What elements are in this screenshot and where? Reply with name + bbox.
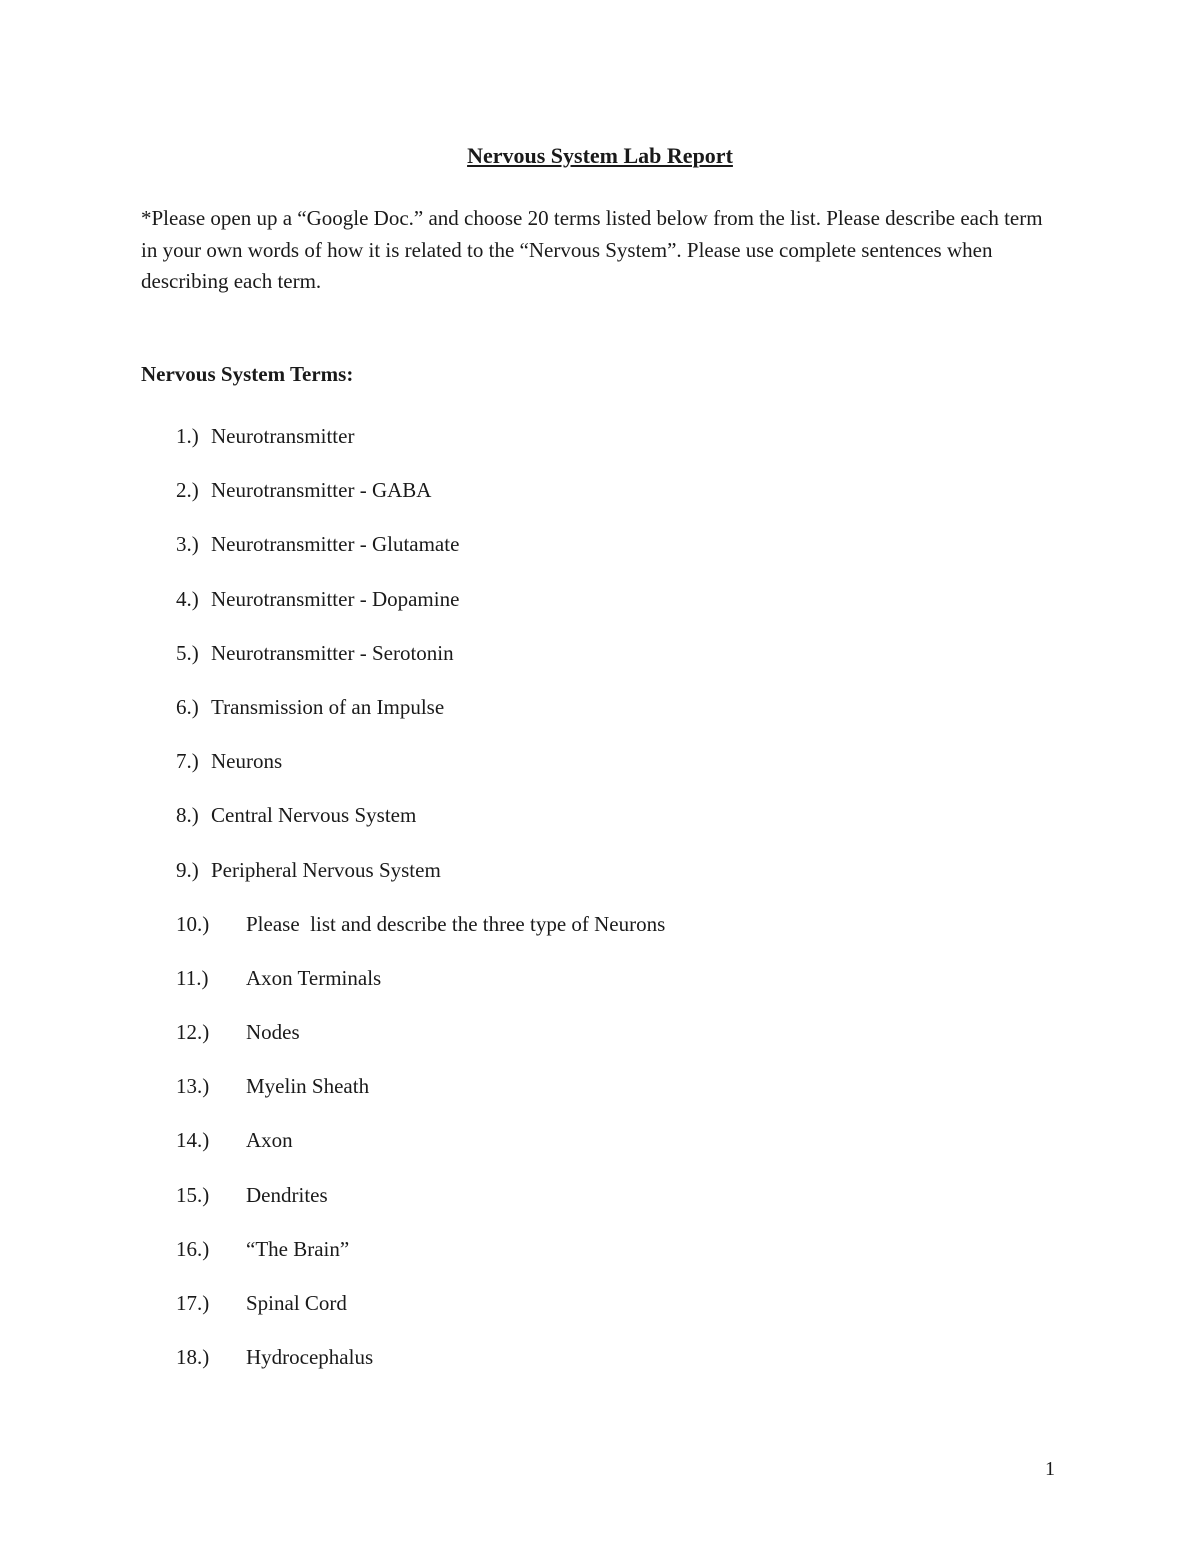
- term-number: 3.): [176, 532, 199, 557]
- term-label: Central Nervous System: [211, 803, 417, 828]
- term-number: 10.): [176, 911, 210, 936]
- term-item: [176, 1235, 665, 1289]
- term-item: [176, 1072, 665, 1126]
- term-label: Please list and describe the three type of Neurons: [246, 911, 666, 936]
- term-label: Neurotransmitter - Serotonin: [211, 640, 454, 665]
- term-label: Transmission of an Impulse: [211, 694, 445, 719]
- term-number: 14.): [176, 1128, 210, 1153]
- term-item: [176, 1018, 665, 1072]
- term-label: Neurotransmitter - Glutamate: [211, 532, 460, 557]
- term-number: 16.): [176, 1236, 210, 1261]
- term-label: Peripheral Nervous System: [211, 857, 441, 882]
- term-item: [176, 964, 665, 1018]
- term-item: [176, 1343, 665, 1397]
- term-item: [176, 422, 665, 476]
- term-label: Axon Terminals: [246, 965, 382, 990]
- terms-list: [176, 422, 665, 1397]
- term-number: 9.): [176, 857, 199, 882]
- page-number: 1: [1045, 1458, 1055, 1480]
- term-item: [176, 910, 665, 964]
- section-heading: Nervous System Terms:: [141, 362, 354, 386]
- term-number: 12.): [176, 1020, 210, 1045]
- term-number: 11.): [176, 965, 209, 990]
- term-item: [176, 1289, 665, 1343]
- term-item: [176, 476, 665, 530]
- term-number: 17.): [176, 1291, 210, 1315]
- term-item: [176, 801, 665, 855]
- term-number: 13.): [176, 1074, 210, 1099]
- term-label: Neurotransmitter: [211, 424, 355, 448]
- term-item: [176, 585, 665, 639]
- term-label: “The Brain”: [246, 1236, 350, 1261]
- term-number: 6.): [176, 694, 199, 719]
- term-number: 1.): [176, 424, 199, 448]
- term-label: Hydrocephalus: [246, 1345, 374, 1370]
- term-item: [176, 693, 665, 747]
- term-label: Neurotransmitter - GABA: [211, 478, 432, 503]
- term-label: Dendrites: [246, 1182, 328, 1207]
- term-label: Spinal Cord: [246, 1291, 347, 1315]
- term-item: [176, 1181, 665, 1235]
- term-label: Axon: [246, 1128, 293, 1153]
- term-number: 15.): [176, 1182, 210, 1207]
- term-label: Neurons: [211, 749, 283, 774]
- term-item: [176, 1126, 665, 1180]
- instructions-paragraph: *Please open up a “Google Doc.” and choose 20 terms listed below from the list. Please describe each term in your own words of how it is related to the “Nervous System”. Please use complete sentences when describing each term.: [141, 206, 1043, 293]
- term-number: 5.): [176, 640, 199, 665]
- term-item: [176, 747, 665, 801]
- document-title: Nervous System Lab Report: [467, 143, 733, 168]
- term-number: 4.): [176, 586, 199, 611]
- term-number: 8.): [176, 803, 199, 828]
- term-number: 18.): [176, 1345, 210, 1370]
- term-label: Neurotransmitter - Dopamine: [211, 586, 460, 611]
- term-label: Myelin Sheath: [246, 1074, 370, 1099]
- term-item: [176, 530, 665, 584]
- term-item: [176, 639, 665, 693]
- term-item: [176, 856, 665, 910]
- term-label: Nodes: [246, 1020, 300, 1045]
- term-number: 2.): [176, 478, 199, 503]
- term-number: 7.): [176, 749, 199, 774]
